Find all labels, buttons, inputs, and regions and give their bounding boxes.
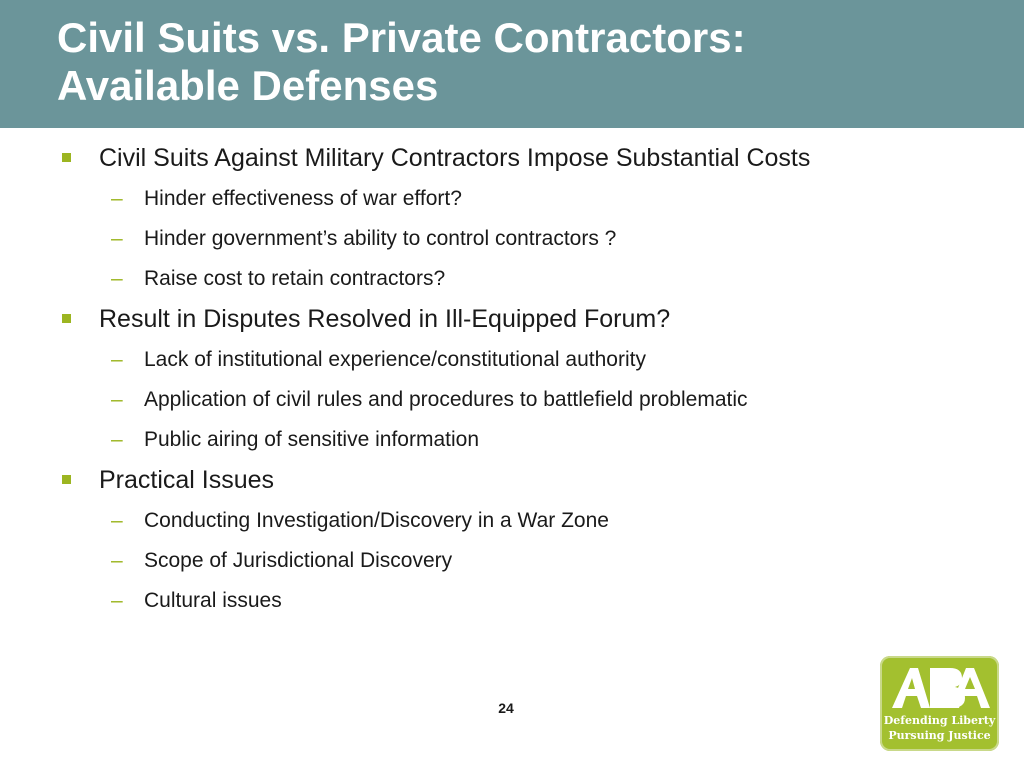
slide-body <box>0 138 1024 621</box>
page-number: 24 <box>498 700 514 716</box>
dash-bullet-icon: – <box>111 267 123 290</box>
sub-bullet-item <box>0 420 1024 460</box>
dash-bullet-icon: – <box>111 187 123 210</box>
logo-tagline-2: Pursuing Justice <box>888 729 991 742</box>
bullet-item <box>0 460 1024 501</box>
dash-bullet-icon: – <box>111 388 123 411</box>
sub-bullet-item <box>0 541 1024 581</box>
dash-bullet-icon: – <box>111 589 123 612</box>
sub-bullet-item <box>0 259 1024 299</box>
sub-bullet-text: Lack of institutional experience/constitutional authority <box>144 348 646 371</box>
slide-title-line-1: Civil Suits vs. Private Contractors: <box>57 14 746 61</box>
dash-bullet-icon: – <box>111 549 123 572</box>
sub-bullet-text: Cultural issues <box>144 589 282 612</box>
logo-tagline-1: Defending Liberty <box>883 714 996 727</box>
aba-logo <box>880 656 999 751</box>
sub-bullet-item <box>0 179 1024 219</box>
dash-bullet-icon: – <box>111 227 123 250</box>
sub-bullet-text: Scope of Jurisdictional Discovery <box>144 549 453 572</box>
sub-bullet-text: Application of civil rules and procedures to battlefield problematic <box>144 388 748 411</box>
bullet-item <box>0 299 1024 340</box>
sub-bullet-text: Public airing of sensitive information <box>144 428 479 451</box>
dash-bullet-icon: – <box>111 509 123 532</box>
slide-title-line-2: Available Defenses <box>57 62 439 109</box>
square-bullet-icon <box>62 314 71 323</box>
bullet-text: Result in Disputes Resolved in Ill-Equipped Forum? <box>99 305 671 333</box>
square-bullet-icon <box>62 153 71 162</box>
dash-bullet-icon: – <box>111 428 123 451</box>
sub-bullet-item <box>0 340 1024 380</box>
sub-bullet-item <box>0 380 1024 420</box>
bullet-item <box>0 138 1024 179</box>
sub-bullet-text: Hinder government’s ability to control contractors ? <box>144 227 617 250</box>
aba-letters-icon <box>880 656 999 716</box>
sub-bullet-item <box>0 219 1024 259</box>
sub-bullet-item <box>0 581 1024 621</box>
dash-bullet-icon: – <box>111 348 123 371</box>
sub-bullet-text: Hinder effectiveness of war effort? <box>144 187 462 210</box>
title-bar <box>0 0 1024 128</box>
sub-bullet-item <box>0 501 1024 541</box>
sub-bullet-text: Conducting Investigation/Discovery in a War Zone <box>144 509 609 532</box>
bullet-text: Civil Suits Against Military Contractors Impose Substantial Costs <box>99 144 811 172</box>
sub-bullet-text: Raise cost to retain contractors? <box>144 267 446 290</box>
square-bullet-icon <box>62 475 71 484</box>
bullet-text: Practical Issues <box>99 466 275 494</box>
